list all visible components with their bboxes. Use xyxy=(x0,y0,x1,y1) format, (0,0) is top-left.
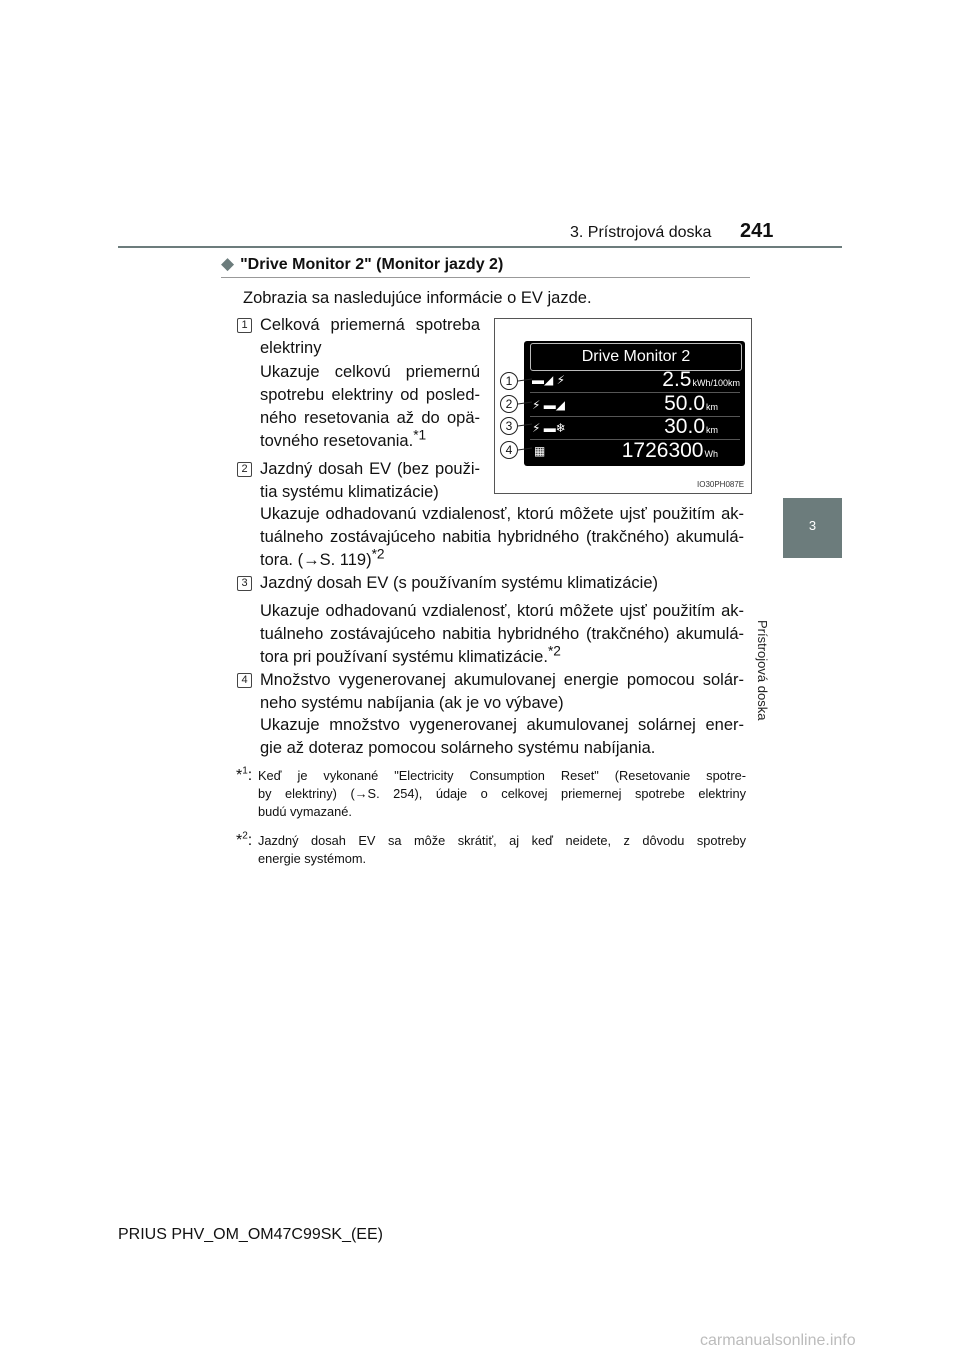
item-3-title: Jazdný dosah EV (s používaním systému klimatizácie) xyxy=(260,574,658,592)
callout-leader-lines xyxy=(494,318,750,492)
callout-3: 3 xyxy=(500,417,518,435)
callout-4: 4 xyxy=(500,441,518,459)
callout-1: 1 xyxy=(500,372,518,390)
ev-range-car-icon: ⚡ ▬◢ xyxy=(532,398,565,412)
footnote-ref: *2 xyxy=(371,546,385,562)
section-title-text: "Drive Monitor 2" (Monitor jazdy 2) xyxy=(240,256,504,273)
item-2-body: Ukazuje odhadovanú vzdialenosť, ktorú môžete ujsť použitím ak- tuálneho zostávajúceho nabitia hybridného (trakčného) akumulá- tora. (→S. 119)$^{*2}$ xyxy=(260,505,744,569)
intro-text: Zobrazia sa nasledujúce informácie o EV jazde. xyxy=(243,289,592,307)
item-1-title: Celková priemerná spotreba elektriny xyxy=(260,316,480,357)
item-number-badge: 1 xyxy=(237,318,252,333)
row-value: 1726300Wh xyxy=(621,439,718,462)
item-2-title: Jazdný dosah EV (bez použi- tia systému klimatizácie) xyxy=(260,460,480,501)
row-value: 2.5kWh/100km xyxy=(662,368,740,391)
item-number-badge: 2 xyxy=(237,462,252,477)
footnote-ref: *1 xyxy=(413,427,427,443)
document-code: PRIUS PHV_OM_OM47C99SK_(EE) xyxy=(118,1226,383,1243)
solar-panel-icon: ▦ xyxy=(534,444,546,458)
item-number-badge: 4 xyxy=(237,673,252,688)
row-value: 30.0km xyxy=(664,415,718,438)
chapter-tab-number: 3 xyxy=(808,518,817,533)
page-number: 241 xyxy=(740,220,774,242)
watermark: carmanualsonline.info xyxy=(700,1332,856,1349)
item-3-body: Ukazuje odhadovanú vzdialenosť, ktorú môžete ujsť použitím ak- tuálneho zostávajúceho nabitia hybridného (trakčného) akumulá- tora pri používaní systému klimatizácie.$^{*2}$ xyxy=(260,602,744,666)
callout-2: 2 xyxy=(500,395,518,413)
ev-range-ac-icon: ⚡ ▬❄ xyxy=(532,421,566,435)
header-section-title: 3. Prístrojová doska xyxy=(570,224,712,241)
chapter-tab-label: Prístrojová doska xyxy=(755,620,770,721)
row-value: 50.0km xyxy=(664,392,718,415)
section-divider xyxy=(221,277,750,278)
header-divider xyxy=(118,246,842,248)
figure-id: IO30PH087E xyxy=(697,480,745,489)
consumption-car-plug-icon: ▬◢ ⚡ xyxy=(532,373,565,387)
screen-title: Drive Monitor 2 xyxy=(530,343,742,371)
item-4-body: Ukazuje množstvo vygenerovanej akumulovanej solárnej ener- gie až doteraz pomocou solárneho systému nabíjania. xyxy=(260,716,744,757)
item-1-body: Ukazuje celkovú priemernú spotrebu elektriny od posled- ného resetovania až do opä- tovného resetovania.$^{*1}$ xyxy=(260,363,480,450)
section-title xyxy=(221,254,503,274)
footnote-1: *$^1$: Keď je vykonané "Electricity Consumption Reset" (Resetovanie spotre- by elektriny) (→S. 254), údaje o celkovej priemernej spotrebe elektriny budú vymazané. xyxy=(236,765,746,819)
footnote-ref: *2 xyxy=(547,643,561,659)
item-number-badge: 3 xyxy=(237,576,252,591)
footnote-2: *$^2$: Jazdný dosah EV sa môže skrátiť, aj keď neidete, z dôvodu spotreby energie systémom. xyxy=(236,830,746,866)
diamond-icon: ◆ xyxy=(221,254,235,273)
item-4-title: Množstvo vygenerovanej akumulovanej energie pomocou solár- neho systému nabíjania (ak je vo výbave) xyxy=(260,671,744,712)
